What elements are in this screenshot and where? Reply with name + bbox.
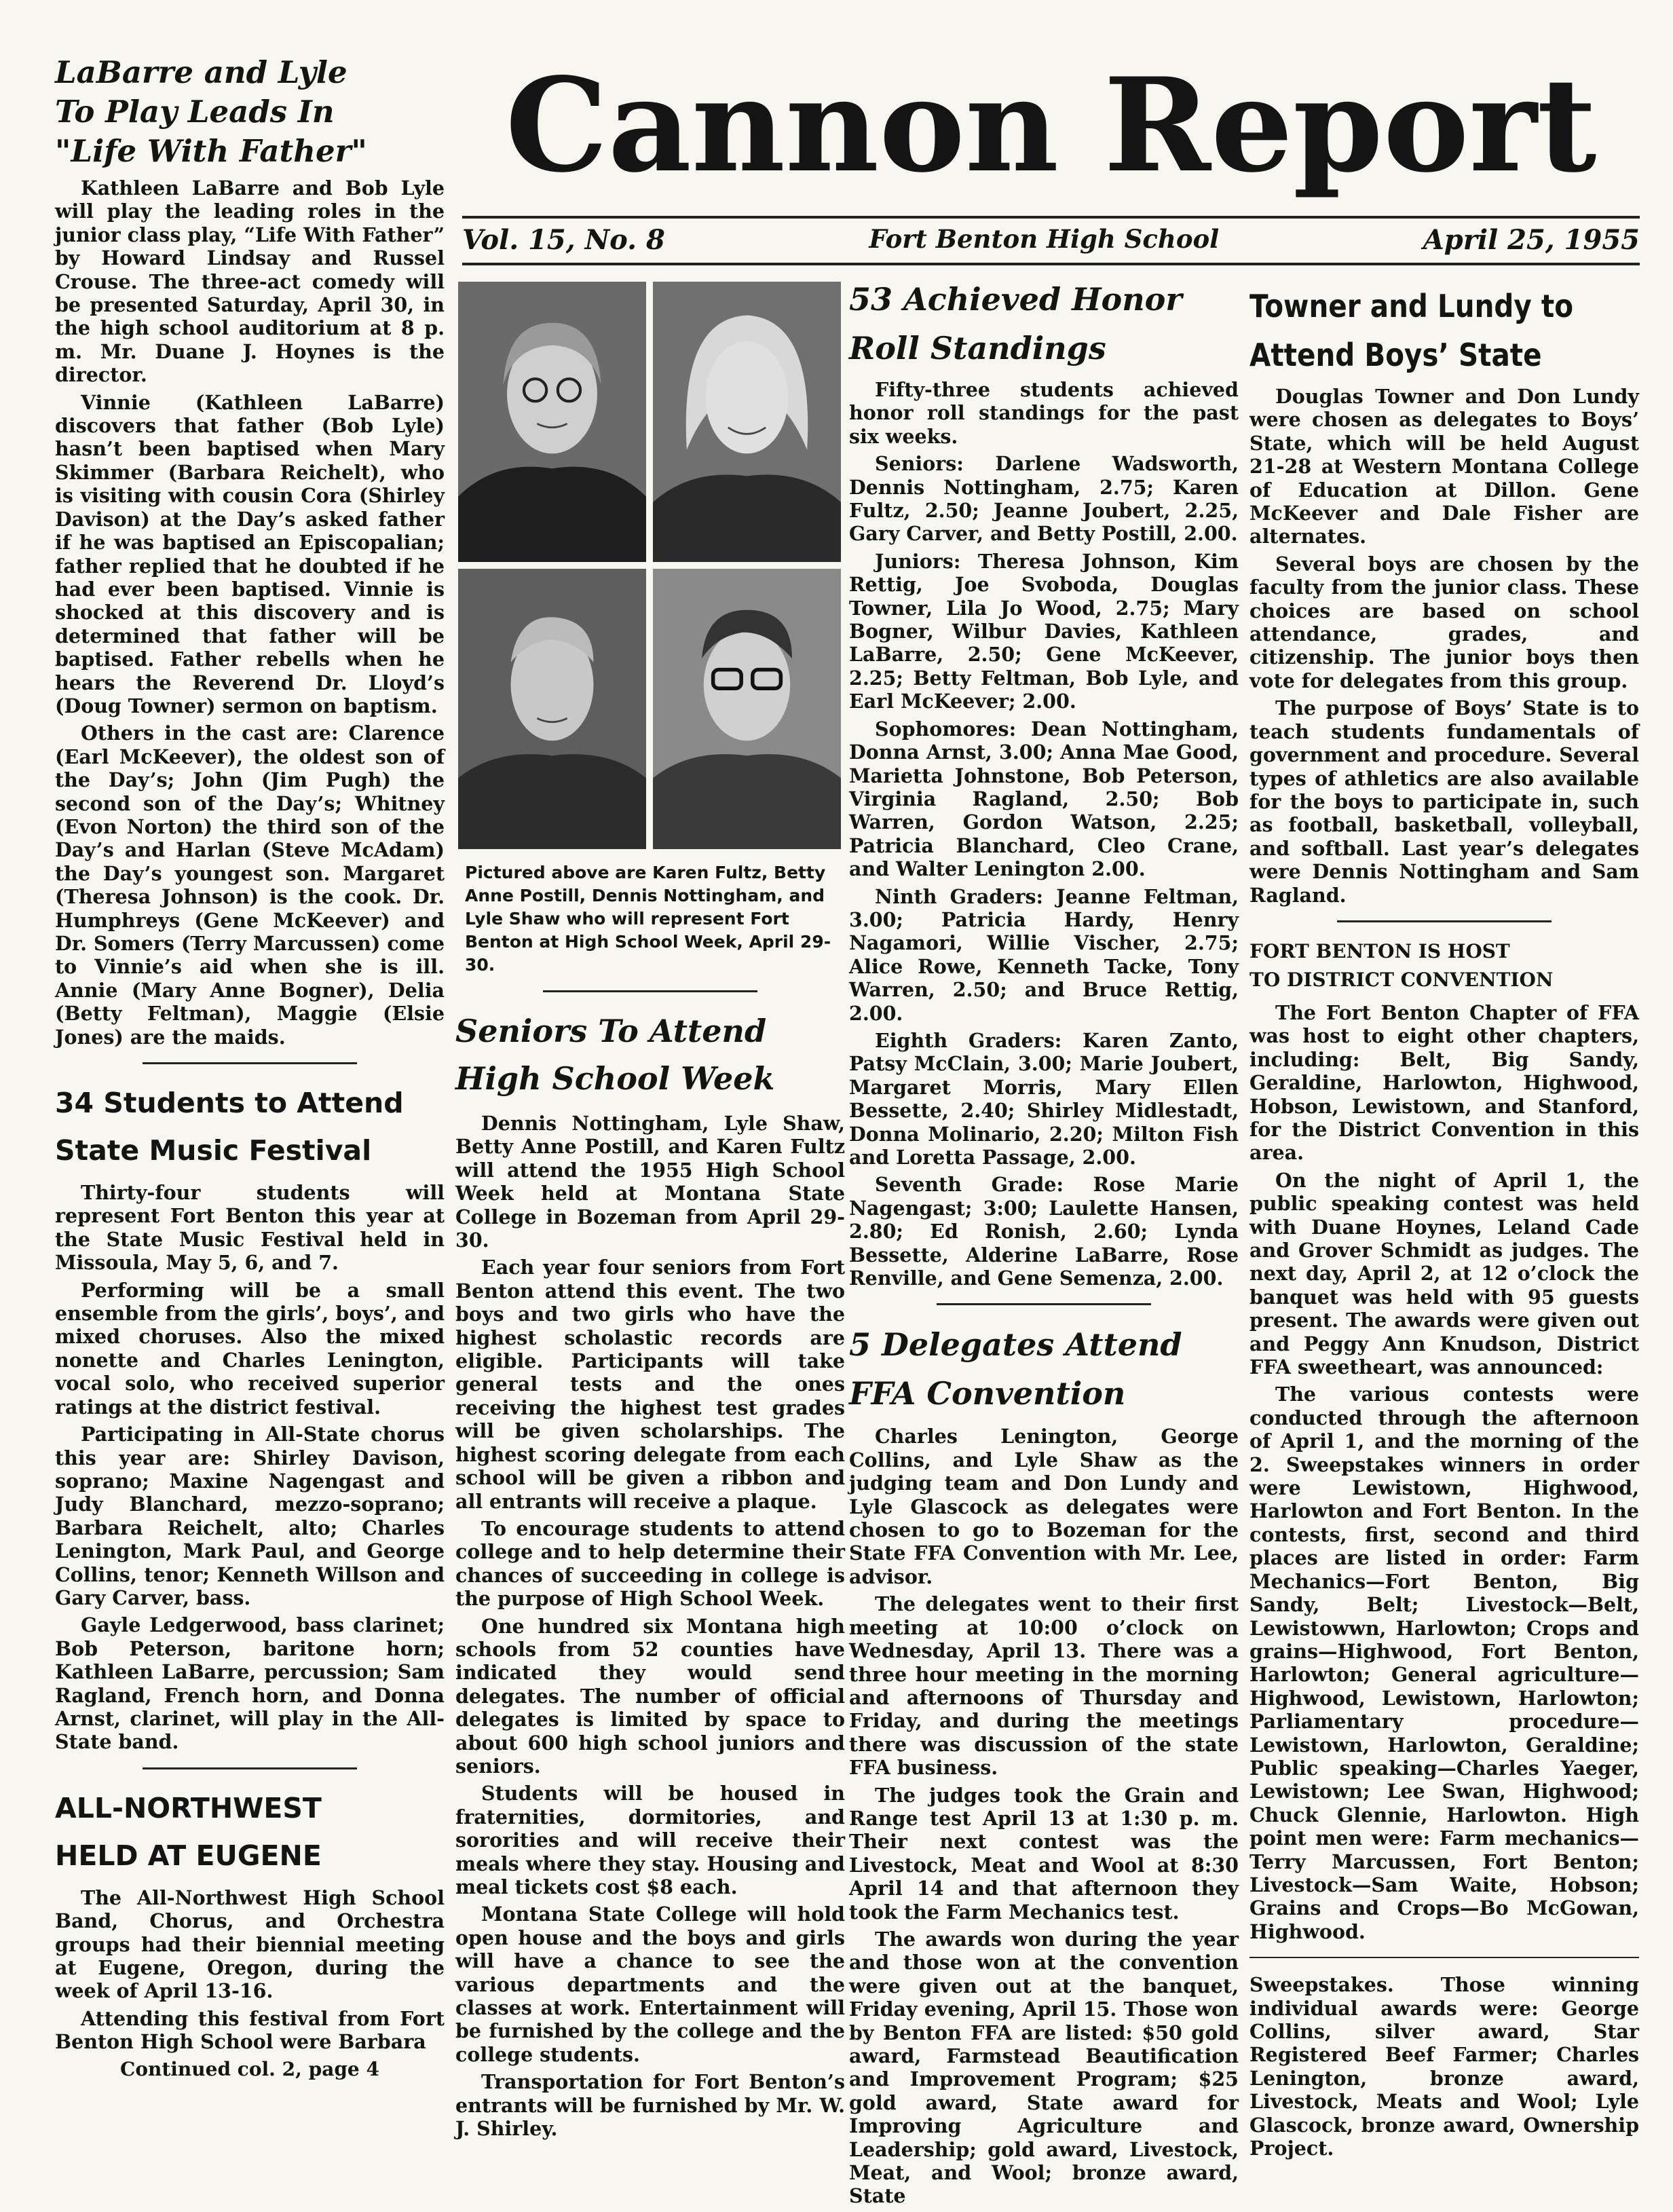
school-name: Fort Benton High School <box>869 224 1220 254</box>
headline-line: FFA Convention <box>849 1375 1126 1412</box>
issue-info-bar <box>462 216 1640 265</box>
paragraph: Thirty-four students will represent Fort Benton this year at the State Music Festival held in Missoula, May 5, 6, and 7. <box>55 1181 445 1275</box>
photo-dennis-nottingham <box>458 569 646 849</box>
paragraph: The purpose of Boys’ State is to teach students fundamentals of government and procedure. Several types of athletics are also available for the boys to participate in, such as football, basketball, volleyball, and softball. Last year’s delegates were Dennis Nottingham and Sam Ragland. <box>1249 696 1639 907</box>
headline-ffa-convention <box>849 1320 1239 1418</box>
paragraph: Douglas Towner and Don Lundy were chosen as delegates to Boys’ State, which will be held August 21-28 at Western Montana College of Education at Dillon. Gene McKeever and Dale Fisher are alternates. <box>1249 385 1639 548</box>
column-2 <box>455 282 845 2144</box>
headline-music <box>55 1079 445 1174</box>
divider <box>1249 1957 1639 1958</box>
paragraph: Attending this festival from Fort Benton High School were Barbara <box>55 2006 445 2054</box>
headline-northwest <box>55 1784 445 1879</box>
paragraph: Several boys are chosen by the faculty from the junior class. These choices are based on school attendance, grades, and citizenship. The junior boys then vote for delegates from this group. <box>1249 552 1639 692</box>
divider <box>143 1767 357 1769</box>
paragraph: Transportation for Fort Benton’s entrants will be furnished by Mr. W. J. Shirley. <box>455 2070 845 2141</box>
paragraph: Dennis Nottingham, Lyle Shaw, Betty Anne Postill, and Karen Fultz will attend the 1955 High School Week held at Montana State College in Bozeman from April 29-30. <box>455 1112 845 1252</box>
divider <box>937 1303 1151 1305</box>
ffa-continued-paragraph: Sweepstakes. Those winning individual awards were: George Collins, silver award, Star Registered Beef Farmer; Charles Lenington, bronze award, Livestock, Meats and Wool; Lyle Glascock, bronze award, Ownership Project. <box>1249 1973 1639 2160</box>
paragraph: Seventh Grade: Rose Marie Nagengast; 3:00; Laulette Hansen, 2.80; Ed Ronish, 2.60; Lynda Bessette, Alderine LaBarre, Rose Renville, and Gene Semenza, 2.00. <box>849 1173 1239 1290</box>
headline-line: 5 Delegates Attend <box>849 1326 1182 1364</box>
headline-line: Seniors To Attend <box>455 1013 767 1049</box>
paragraph: Sophomores: Dean Nottingham, Donna Arnst, 3.00; Anna Mae Good, Marietta Johnstone, Bob Peterson, Virginia Ragland, 2.50; Bob Warren, Gordon Watson, 2.25; Patricia Blanchard, Cleo Crane, and Walter Lenington 2.00. <box>849 717 1239 881</box>
headline-line: ALL-NORTHWEST <box>55 1791 322 1824</box>
headline-line: Roll Standings <box>849 330 1106 367</box>
headline-line: HELD AT EUGENE <box>55 1839 322 1872</box>
photo-betty-anne-postill <box>653 282 841 562</box>
headline-honor-roll <box>849 275 1239 373</box>
paragraph: Kathleen LaBarre and Bob Lyle will play the leading roles in the junior class play, “Life With Father” by Howard Lindsay and Russel Crouse. The three-act comedy will be presented Saturday, April 30, in the high school auditorium at 8 p. m. Mr. Duane J. Hoynes is the director. <box>55 176 445 387</box>
paragraph: Students will be housed in fraternities, dormitories, and sororities and will receive their meals where they stay. Housing and meal tickets cost $8 each. <box>455 1782 845 1898</box>
headline-line: "Life With Father" <box>55 133 367 169</box>
photo-caption: Pictured above are Karen Fultz, Betty Anne Postill, Dennis Nottingham, and Lyle Shaw who will represent Fort Benton at High School Week, April 29-30. <box>465 863 831 975</box>
paragraph: The Fort Benton Chapter of FFA was host to eight other chapters, including: Belt, Big Sandy, Geraldine, Harlowton, Highwood, Hobson, Lewistown, and Stanford, for the District Convention in this area. <box>1249 1000 1639 1165</box>
paragraph: Montana State College will hold open house and the boys and girls will have a chance to see the various departments and the classes at work. Entertainment will be furnished by the college and the college students. <box>455 1902 845 2066</box>
headline-line: TO DISTRICT CONVENTION <box>1249 968 1554 991</box>
paragraph: Performing will be a small ensemble from the girls’, boys’, and mixed choruses. Also the mixed nonette and Charles Lenington, vocal solo, who received superior ratings at the district festival. <box>55 1278 445 1419</box>
headline-line: To Play Leads In <box>55 94 335 130</box>
paragraph: Eighth Graders: Karen Zanto, Patsy McClain, 3.00; Marie Joubert, Margaret Morris, Mary Ellen Bessette, 2.40; Shirley Midlestadt, Donna Molinario, 2.20; Milton Fish and Loretta Passage, 2.00. <box>849 1028 1239 1169</box>
paragraph: Ninth Graders: Jeanne Feltman, 3.00; Patricia Hardy, Henry Nagamori, Willie Vischer, 2.75; Alice Rowe, Kenneth Tacke, Tony Warren, 2.50; and Bruce Rettig, 2.00. <box>849 884 1239 1025</box>
continued-note: Continued col. 2, page 4 <box>120 2057 379 2080</box>
paragraph: Vinnie (Kathleen LaBarre) discovers that father (Bob Lyle) hasn’t been baptised when Mary Skimmer (Barbara Reichelt), who is visiting with cousin Cora (Shirley Davison) at the Day’s asked father if he was baptised an Episcopalian; father replied that he doubted if he had ever been baptised. Vinnie is shocked at this discovery and is determined that father will be baptised. Father rebells when he hears the Reverend Dr. Lloyd’s (Doug Towner) sermon on baptism. <box>55 390 445 717</box>
photo-karen-fultz <box>458 282 646 562</box>
headline-line: Towner and Lundy to <box>1249 288 1574 324</box>
paragraph: The awards won during the year and those won at the convention were given out at the banquet, Friday evening, April 15. Those won by Benton FFA are listed: $50 gold award, Farmstead Beautification and Improvement Program; $25 gold award, State award for Improving Agriculture and Leadership; gold award, Livestock, Meat, and Wool; bronze award, State <box>849 1927 1239 2208</box>
paragraph: One hundred six Montana high schools from 52 counties have indicated they would send delegates. The number of official delegates is limited by space to about 600 high school juniors and seniors. <box>455 1614 845 1778</box>
photo-lyle-shaw <box>653 569 841 849</box>
paragraph: Fifty-three students achieved honor roll standings for the past six weeks. <box>849 378 1239 448</box>
headline-line: FORT BENTON IS HOST <box>1249 939 1510 962</box>
divider <box>1337 920 1552 922</box>
divider <box>143 1062 357 1064</box>
paragraph: Seniors: Darlene Wadsworth, Dennis Nottingham, 2.75; Karen Fultz, 2.50; Jeanne Joubert, 2.25, Gary Carver, and Betty Postill, 2.00. <box>849 452 1239 546</box>
headline-seniors <box>455 1007 845 1102</box>
headline-play <box>55 53 445 171</box>
paragraph: Others in the cast are: Clarence (Earl McKeever), the oldest son of the Day’s; John (Jim Pugh) the second son of the Day’s; Whitney (Evon Norton) the third son of the Day’s and Harlan (Steve McAdam) the Day’s youngest son. Margaret (Theresa Johnson) is the cook. Dr. Humphreys (Gene McKeever) and Dr. Somers (Terry Marcussen) come to Vinnie’s aid when she is ill. Annie (Mary Anne Bogner), Delia (Betty Feltman), Maggie (Elsie Jones) are the maids. <box>55 721 445 1049</box>
column-3 <box>849 275 1239 2212</box>
paragraph: The All-Northwest High School Band, Chorus, and Orchestra groups had their biennial meeting at Eugene, Oregon, during the week of April 13-16. <box>55 1886 445 2003</box>
headline-line: Attend Boys’ State <box>1249 337 1542 373</box>
paragraph: Charles Lenington, George Collins, and Lyle Shaw as the judging team and Don Lundy and Lyle Glascock as delegates were chosen to go to Bozeman for the State FFA Convention with Mr. Lee, advisor. <box>849 1425 1239 1588</box>
issue-date: April 25, 1955 <box>1423 224 1640 256</box>
paragraph: The delegates went to their first meeting at 10:00 o’clock on Wednesday, April 13. There was a three hour meeting in the morning and afternoons of Thursday and Friday, and during the meetings there was discussion of the state FFA business. <box>849 1592 1239 1780</box>
column-4 <box>1249 282 1639 2164</box>
masthead-title: Cannon Report <box>505 50 1597 201</box>
paragraph: Participating in All-State chorus this year are: Shirley Davison, soprano; Maxine Nagengast and Judy Blanchard, mezzo-soprano; Barbara Reichelt, alto; Charles Lenington, Mark Paul, and George Collins, tenor; Kenneth Willson and Gary Carver, bass. <box>55 1423 445 1609</box>
headline-district-convention <box>1249 937 1639 994</box>
headline-line: LaBarre and Lyle <box>55 54 347 90</box>
volume-number: Vol. 15, No. 8 <box>462 224 665 256</box>
headline-line: 53 Achieved Honor <box>849 281 1182 318</box>
headline-line: High School Week <box>455 1060 775 1097</box>
paragraph: Gayle Ledgerwood, bass clarinet; Bob Peterson, baritone horn; Kathleen LaBarre, percussion; Sam Ragland, French horn, and Donna Arnst, clarinet, will play in the All-State band. <box>55 1613 445 1754</box>
divider <box>543 990 757 992</box>
paragraph: Juniors: Theresa Johnson, Kim Rettig, Joe Svoboda, Douglas Towner, Lila Jo Wood, 2.75; Mary Bogner, Wilbur Davies, Kathleen LaBarre, 2.50; Gene McKeever, 2.25; Betty Feltman, Bob Lyle, and Earl McKeever; 2.00. <box>849 549 1239 713</box>
paragraph: The various contests were conducted through the afternoon of April 1, and the morning of the 2. Sweepstakes winners in order were Lewistown, Highwood, Harlowton and Fort Benton. In the contests, first, second and third places are listed in order: Farm Mechanics—Fort Benton, Big Sandy, Belt; Livestock—Belt, Lewistowwn, Harlowton; Crops and grains—Highwood, Fort Benton, Harlowton; General agriculture—Highwood, Lewistown, Harlowton; Parliamentary procedure—Lewistown, Harlowton, Geraldine; Public speaking—Charles Yaeger, Lewistown; Lee Swan, Highwood; Chuck Glennie, Harlowton. High point men were: Farm mechanics—Terry Marcussen, Fort Benton; Livestock—Sam Waite, Hobson; Grains and Crops—Bo McGowan, Highwood. <box>1249 1383 1639 1943</box>
headline-line: 34 Students to Attend <box>55 1087 404 1120</box>
paragraph: Each year four seniors from Fort Benton attend this event. The two boys and two girls who have the highest scholastic records are eligible. Participants will take general tests and the ones receiving the highest test grades will be given scholarships. The highest scoring delegate from each school will be given a ribbon and all entrants will receive a plaque. <box>455 1256 845 1513</box>
column-1 <box>55 53 445 2080</box>
headline-boys-state <box>1249 282 1632 379</box>
headline-line: State Music Festival <box>55 1134 372 1167</box>
paragraph: The judges took the Grain and Range test April 13 at 1:30 p. m. Their next contest was the Livestock, Meat and Wool at 8:30 April 14 and that afternoon they took the Farm Mechanics test. <box>849 1783 1239 1924</box>
paragraph: To encourage students to attend college and to help determine their chances of succeeding in college is the purpose of High School Week. <box>455 1516 845 1611</box>
photo-grid <box>458 282 841 849</box>
paragraph: On the night of April 1, the public speaking contest was held with Duane Hoynes, Leland Cade and Grover Schmidt as judges. The next day, April 2, at 12 o’clock the banquet was held with 95 guests present. The awards were given out and Peggy Ann Knudson, District FFA sweetheart, was announced: <box>1249 1168 1639 1379</box>
